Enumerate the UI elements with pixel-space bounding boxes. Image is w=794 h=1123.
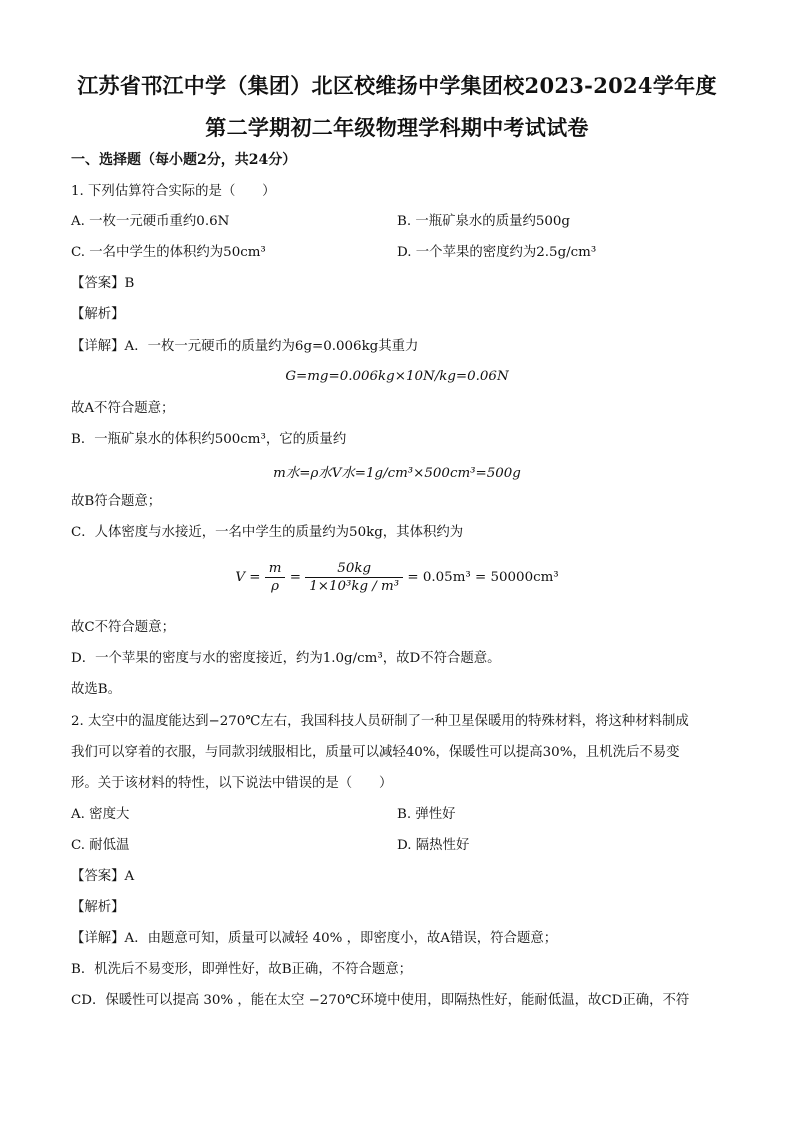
- q2-option-d: D. 隔热性好: [397, 838, 470, 853]
- q1-a-conclusion: 故A不符合题意；: [71, 401, 175, 416]
- eq3-frac2-numerator: 50kg: [305, 560, 403, 578]
- eq3-frac1-numerator: m: [265, 560, 286, 578]
- q1-analysis-label: 【解析】: [71, 307, 125, 322]
- q1-answer: 【答案】B: [71, 276, 135, 291]
- q1-option-a: A. 一枚一元硬币重约0.6N: [71, 214, 230, 229]
- q1-option-d: D. 一个苹果的密度约为2.5g/cm³: [397, 245, 597, 260]
- section-heading: 一、选择题（每小题2分，共24分）: [71, 152, 297, 168]
- exam-title-line1: 江苏省邗江中学（集团）北区校维扬中学集团校2023-2024学年度: [77, 73, 717, 98]
- q2-stem-line1: 2. 太空中的温度能达到−270℃左右，我国科技人员研制了一种卫星保暖用的特殊材料，将这种材料制成: [71, 714, 689, 729]
- q1-d-line: D．一个苹果的密度与水的密度接近，约为1.0g/cm³，故D不符合题意。: [71, 651, 501, 666]
- q1-stem: 1. 下列估算符合实际的是（ ）: [71, 184, 276, 199]
- eq3-fraction-values: [305, 560, 403, 595]
- q1-b-line: B．一瓶矿泉水的体积约500cm³，它的质量约: [71, 432, 347, 447]
- q1-c-line: C．人体密度与水接近，一名中学生的质量约为50kg，其体积约为: [71, 525, 464, 540]
- q2-analysis-label: 【解析】: [71, 900, 125, 915]
- q1-equation-volume: V = $\frac{m}{\rho}$ = $\frac{50kg}{\text{1×10³kg / m³}}$ = 0.05m³ = 50000cm³: [235, 561, 559, 594]
- q2-b-line: B．机洗后不易变形，即弹性好，故B正确，不符合题意；: [71, 962, 413, 977]
- q2-stem-line3: 形。关于该材料的特性，以下说法中错误的是（ ）: [71, 776, 393, 791]
- q2-option-a: A. 密度大: [71, 807, 130, 822]
- q2-stem-line2: 我们可以穿着的衣服，与同款羽绒服相比，质量可以减轻40%，保暖性可以提高30%，且机洗后不易变: [71, 745, 680, 760]
- q2-cd-line: CD．保暖性可以提高 30% ，能在太空 −270℃环境中使用，即隔热性好，能耐低温，故CD正确，不符: [71, 993, 690, 1008]
- exam-title-line2: 第二学期初二年级物理学科期中考试试卷: [205, 115, 589, 140]
- q2-option-b: B. 弹性好: [397, 807, 456, 822]
- q1-c-conclusion: 故C不符合题意；: [71, 620, 175, 635]
- q1-choice: 故选B。: [71, 682, 122, 697]
- q2-option-c: C. 耐低温: [71, 838, 130, 853]
- q1-detail: 【详解】A．一枚一元硬币的质量约为6g=0.006kg其重力: [71, 339, 419, 354]
- eq3-frac1-denominator: ρ: [271, 579, 280, 594]
- q1-equation-gravity: G=mg=0.006kg×10N/kg=0.06N: [285, 369, 509, 384]
- q1-equation-mass: m水=ρ水V水=1g/cm³×500cm³=500g: [273, 466, 521, 481]
- q2-detail: 【详解】A．由题意可知，质量可以减轻 40% ，即密度小，故A错误，符合题意；: [71, 931, 558, 946]
- q1-b-conclusion: 故B符合题意；: [71, 494, 162, 509]
- eq3-rhs: = 0.05m³ = 50000cm³: [407, 570, 559, 585]
- eq3-lhs: V =: [235, 570, 261, 585]
- eq3-fraction-m-rho: [265, 560, 286, 595]
- q2-answer: 【答案】A: [71, 869, 135, 884]
- q1-option-b: B. 一瓶矿泉水的质量约500g: [397, 214, 570, 229]
- eq3-frac2-denominator: 1×10³kg / m³: [309, 579, 400, 594]
- q1-option-c: C. 一名中学生的体积约为50cm³: [71, 245, 266, 260]
